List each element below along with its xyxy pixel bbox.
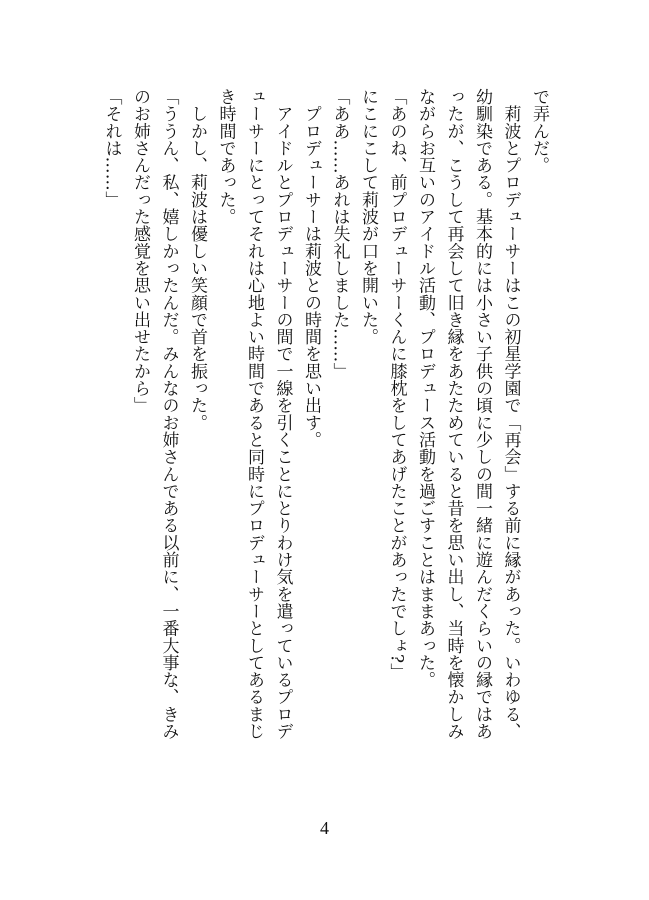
text-line: ューサーにとってそれは心地よい時間であると同時にプロデューサーとしてあるまじ xyxy=(244,88,264,740)
text-line: にこにこして莉波が口を開いた。 xyxy=(358,88,378,346)
text-line: 「ううん、私、嬉しかったんだ。みんなのお姉さんである以前に、一番大事な、きみ xyxy=(158,88,179,740)
novel-text-block xyxy=(97,88,553,788)
text-line: 「あのね、前プロデューサーくんに膝枕をしてあげたことがあったでしょ?」 xyxy=(386,88,407,681)
text-line: しかし、莉波は優しい笑顔で首を振った。 xyxy=(187,88,207,431)
text-line: 「ああ……あれは失礼しました……」 xyxy=(329,88,350,380)
text-line: プロデューサーは莉波との時間を思い出す。 xyxy=(301,88,321,449)
text-line: ったが、こうして再会して旧き縁をあたためていると昔を思い出し、当時を懐かしみ xyxy=(443,88,464,740)
text-line: ながらお互いのアイドル活動、プロデュース活動を過ごすことはままあった。 xyxy=(415,88,435,689)
text-line: で弄んだ。 xyxy=(529,88,549,174)
text-line: 莉波とプロデューサーはこの初星学園で「再会」する前に縁があった。いわゆる、 xyxy=(500,88,521,740)
text-line: 「それは……」 xyxy=(101,88,122,209)
text-line: き時間であった。 xyxy=(215,88,236,226)
text-line: のお姉さんだった感覚を思い出せたから」 xyxy=(130,88,150,414)
text-line: アイドルとプロデューサーの間で一線を引くことにとりわけ気を遣っているプロデ xyxy=(272,88,293,740)
text-line: 幼馴染である。基本的には小さい子供の頃に少しの間一緒に遊んだくらいの縁ではあ xyxy=(472,88,492,740)
page-number: 4 xyxy=(320,818,329,838)
